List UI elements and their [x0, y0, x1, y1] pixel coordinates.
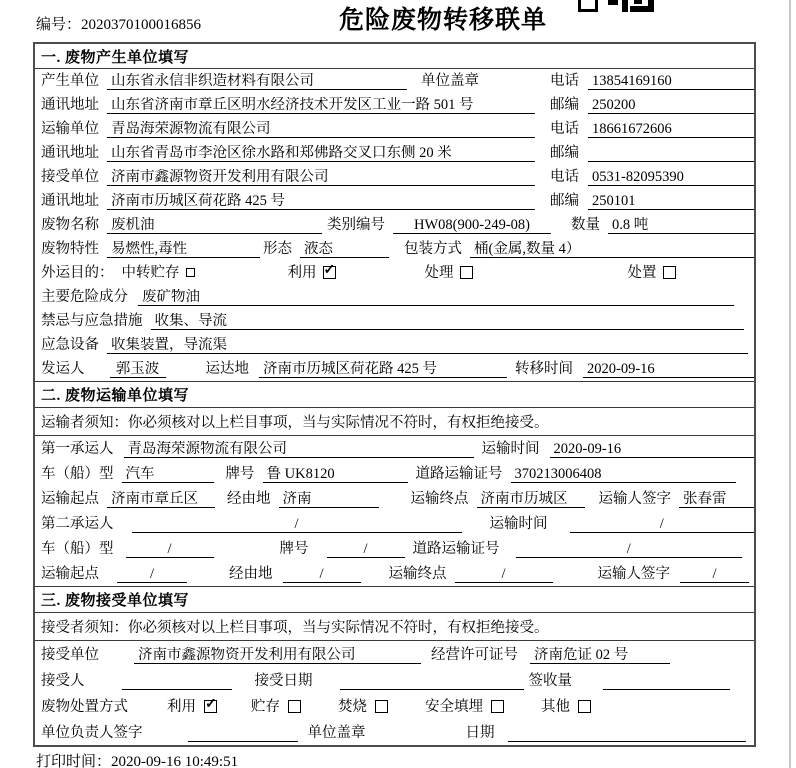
qr-code-fragment-icon	[578, 0, 656, 13]
checkbox-icon	[460, 266, 473, 279]
transport-time-value-2: /	[570, 516, 755, 533]
disposal-option-other	[541, 699, 591, 716]
transfer-purpose-label: 外运目的：	[41, 265, 114, 281]
receiving-unit-value-2: 济南市鑫源物资开发利用有限公司	[134, 647, 421, 664]
row-emergency-equipment	[35, 333, 754, 357]
receiver-person-value	[122, 673, 232, 690]
purpose-option-utilize	[288, 265, 336, 282]
purpose-option-treat	[425, 265, 473, 282]
receiving-unit-label-2: 接受单位	[41, 647, 99, 663]
transport-time-value-1: 2020-09-16	[550, 441, 755, 458]
license-no-label: 经营许可证号	[431, 647, 518, 663]
packaging-value: 桶(金属,数量 4）	[470, 241, 754, 258]
road-permit-value-2: /	[516, 541, 743, 558]
phone-label-2: 电话	[550, 121, 579, 137]
postcode-value-1: 250200	[588, 97, 754, 114]
transport-time-label-1: 运输时间	[481, 441, 540, 457]
postcode-label-1: 邮编	[550, 97, 579, 113]
company-seal-label: 单位盖章	[421, 73, 479, 89]
terminal-value-2: /	[455, 566, 553, 583]
terminal-label-2: 运输终点	[388, 566, 447, 582]
checkbox-icon	[323, 266, 336, 279]
destination-label: 运达地	[205, 361, 249, 377]
row-receiver-person	[35, 667, 754, 693]
checkbox-icon	[491, 700, 504, 713]
section-producer	[35, 44, 754, 381]
waste-name-value: 废机油	[107, 217, 322, 234]
waste-characteristics-value: 易燃性,毒性	[107, 241, 260, 258]
plate-no-value-2: /	[327, 541, 405, 558]
origin-value-1: 济南市章丘区	[107, 491, 215, 508]
terminal-label-1: 运输终点	[410, 491, 469, 507]
form-table	[33, 42, 756, 747]
row-receiving-unit-2	[35, 641, 754, 667]
row-disposal-method	[35, 693, 754, 719]
row-main-hazardous-components	[35, 285, 754, 309]
page-edge-line	[789, 0, 791, 768]
checkbox-icon	[204, 700, 217, 713]
option-label: 贮存	[251, 699, 280, 715]
quantity-label: 数量	[571, 217, 600, 233]
carrier-sign-value-2: /	[680, 566, 749, 583]
vehicle-type-label-1: 车（船）型	[41, 466, 114, 482]
main-hazardous-components-label: 主要危险成分	[41, 289, 128, 305]
waste-name-label: 废物名称	[41, 217, 99, 233]
row-transport-route-1	[35, 486, 754, 511]
phone-value-3: 0531-82095390	[588, 169, 754, 186]
mailing-address-value-1: 山东省济南市章丘区明水经济技术开发区工业一路 501 号	[107, 97, 535, 114]
row-responsible-signature	[35, 719, 754, 745]
disposal-option-storage	[251, 699, 301, 716]
vehicle-type-label-2: 车（船）型	[41, 541, 114, 557]
mailing-address-label-3: 通讯地址	[41, 193, 99, 209]
taboos-emergency-measures-value: 收集、导流	[151, 313, 745, 330]
plate-no-label-2: 牌号	[279, 541, 309, 557]
checkbox-icon	[375, 700, 388, 713]
receiver-person-label: 接受人	[41, 673, 85, 689]
receiving-unit-value: 济南市鑫源物资开发利用有限公司	[107, 169, 535, 186]
mailing-address-value-3: 济南市历城区荷花路 425 号	[107, 193, 535, 210]
postcode-field-3	[550, 193, 754, 210]
phone-field-3	[550, 169, 754, 186]
postcode-field-1	[550, 97, 754, 114]
responsible-sign-label: 单位负责人签字	[41, 725, 143, 741]
row-vehicle-2	[35, 536, 754, 561]
option-label: 其他	[541, 699, 570, 715]
physical-form-value: 液态	[300, 241, 389, 258]
waste-characteristics-label: 废物特性	[41, 241, 99, 257]
section-receiver	[35, 586, 754, 745]
row-mailing-address-1	[35, 93, 754, 117]
receive-date-value	[340, 673, 524, 690]
postcode-label-3: 邮编	[550, 193, 579, 209]
phone-label: 电话	[550, 73, 579, 89]
generator-unit-value: 山东省永信非织造材料有限公司	[107, 73, 407, 90]
postcode-label-2: 邮编	[550, 145, 579, 161]
consignor-value: 郭玉波	[110, 361, 166, 378]
destination-value: 济南市历城区荷花路 425 号	[259, 361, 507, 378]
carrier-sign-label-1: 运输人签字	[598, 491, 671, 507]
print-time-label: 打印时间：	[36, 754, 112, 768]
option-label: 安全填埋	[425, 699, 483, 715]
origin-label-1: 运输起点	[41, 491, 99, 507]
transport-time-label-2: 运输时间	[489, 516, 548, 532]
transporter-unit-value: 青岛海荣源物流有限公司	[107, 121, 535, 138]
row-second-carrier	[35, 511, 754, 536]
transfer-date-label: 转移时间	[515, 361, 573, 377]
transfer-date-value: 2020-09-16	[583, 361, 754, 378]
carrier-sign-value-1: 张春雷	[679, 491, 754, 508]
disposal-method-label: 废物处置方式	[41, 699, 128, 715]
first-carrier-label: 第一承运人	[41, 441, 114, 457]
vehicle-type-value-1: 汽车	[122, 466, 214, 483]
responsible-sign-value	[188, 725, 298, 742]
via-value-2: /	[283, 566, 361, 583]
received-amount-label: 签收量	[528, 673, 572, 689]
row-generator-unit	[35, 69, 754, 93]
postcode-field-2	[550, 145, 754, 162]
doc-number	[36, 13, 201, 34]
checkbox-icon	[288, 700, 301, 713]
doc-number-value: 2020370100016856	[81, 17, 202, 33]
section-transporter	[35, 381, 754, 586]
print-time	[36, 750, 238, 768]
option-label: 处理	[424, 265, 454, 281]
disposal-option-incinerate	[338, 699, 388, 716]
phone-label-3: 电话	[550, 169, 579, 185]
row-transport-route-2	[35, 561, 754, 586]
checkbox-icon	[578, 700, 591, 713]
license-no-value: 济南危证 02 号	[530, 647, 670, 664]
phone-field-2	[550, 121, 754, 138]
emergency-equipment-label: 应急设备	[41, 337, 99, 353]
category-code-label: 类别编号	[327, 217, 385, 233]
consignor-label: 发运人	[41, 361, 85, 377]
first-carrier-value: 青岛海荣源物流有限公司	[124, 441, 474, 458]
option-label: 利用	[167, 699, 196, 715]
date-label: 日期	[465, 725, 495, 741]
plate-no-label-1: 牌号	[225, 466, 255, 482]
print-time-value: 2020-09-16 10:49:51	[111, 754, 239, 768]
checkbox-icon	[663, 266, 676, 279]
row-waste-characteristics	[35, 237, 754, 261]
row-vehicle-1	[35, 461, 754, 486]
carrier-sign-label-2: 运输人签字	[597, 566, 670, 582]
category-code-value: HW08(900-249-08)	[393, 217, 551, 234]
checkbox-icon	[186, 268, 195, 277]
origin-label-2: 运输起点	[41, 566, 99, 582]
postcode-value-2	[588, 145, 754, 162]
phone-value-2: 18661672606	[588, 121, 754, 138]
section-transporter-title: 二. 废物运输单位填写	[35, 381, 754, 408]
via-label-2: 经由地	[229, 566, 273, 582]
via-value-1: 济南	[279, 491, 379, 508]
row-first-carrier	[35, 436, 754, 461]
purpose-option-transit-storage	[122, 265, 195, 282]
emergency-equipment-value: 收集装置，导流渠	[107, 337, 748, 354]
road-permit-label-2: 道路运输证号	[412, 541, 500, 557]
receiving-unit-label: 接受单位	[41, 169, 99, 185]
generator-unit-label: 产生单位	[41, 73, 99, 89]
received-amount-value	[603, 673, 730, 690]
via-label-1: 经由地	[227, 491, 271, 507]
row-receiving-unit	[35, 165, 754, 189]
mailing-address-value-2: 山东省青岛市李沧区徐水路和郑佛路交叉口东侧 20 米	[107, 145, 535, 162]
phone-field-1	[550, 73, 754, 90]
mailing-address-label-2: 通讯地址	[41, 145, 99, 161]
disposal-option-utilize	[167, 699, 217, 716]
row-transporter-unit	[35, 117, 754, 141]
doc-number-label: 编号：	[36, 17, 82, 33]
unit-seal-label: 单位盖章	[307, 725, 366, 741]
second-carrier-value: /	[132, 516, 462, 533]
row-mailing-address-2	[35, 141, 754, 165]
transporter-notice: 运输者须知：你必须核对以上栏目事项，当与实际情况不符时，有权拒绝接受。	[35, 408, 754, 436]
physical-form-label: 形态	[263, 241, 292, 257]
row-consignor	[35, 357, 754, 381]
packaging-label: 包装方式	[404, 241, 462, 257]
main-hazardous-components-value: 废矿物油	[138, 289, 734, 306]
option-label: 利用	[287, 265, 317, 281]
row-mailing-address-3	[35, 189, 754, 213]
plate-no-value-1: 鲁 UK8120	[263, 466, 408, 483]
mailing-address-label-1: 通讯地址	[41, 97, 99, 113]
transporter-unit-label: 运输单位	[41, 121, 99, 137]
row-taboos-emergency-measures	[35, 309, 754, 333]
option-label: 焚烧	[338, 699, 367, 715]
postcode-value-3: 250101	[588, 193, 754, 210]
page-title: 危险废物转移联单	[338, 7, 548, 34]
option-label: 处置	[627, 265, 657, 281]
taboos-emergency-measures-label: 禁忌与应急措施	[41, 313, 143, 329]
second-carrier-label: 第二承运人	[41, 516, 114, 532]
row-transfer-purpose	[35, 261, 754, 285]
section-producer-title: 一. 废物产生单位填写	[35, 44, 754, 69]
road-permit-label-1: 道路运输证号	[415, 466, 503, 482]
phone-value: 13854169160	[588, 73, 754, 90]
row-waste-name	[35, 213, 754, 237]
purpose-option-dispose	[628, 265, 676, 282]
terminal-value-1: 济南市历城区	[477, 491, 585, 508]
origin-value-2: /	[117, 566, 187, 583]
option-label: 中转贮存	[121, 265, 180, 281]
vehicle-type-value-2: /	[126, 541, 214, 558]
section-receiver-title: 三. 废物接受单位填写	[35, 586, 754, 613]
receiver-notice: 接受者须知：你必须核对以上栏目事项，当与实际情况不符时，有权拒绝接受。	[35, 613, 754, 641]
road-permit-value-1: 370213006408	[511, 466, 737, 483]
receive-date-label: 接受日期	[254, 673, 313, 689]
date-value	[508, 725, 747, 742]
quantity-value: 0.8 吨	[608, 217, 754, 234]
disposal-option-landfill	[425, 699, 504, 716]
